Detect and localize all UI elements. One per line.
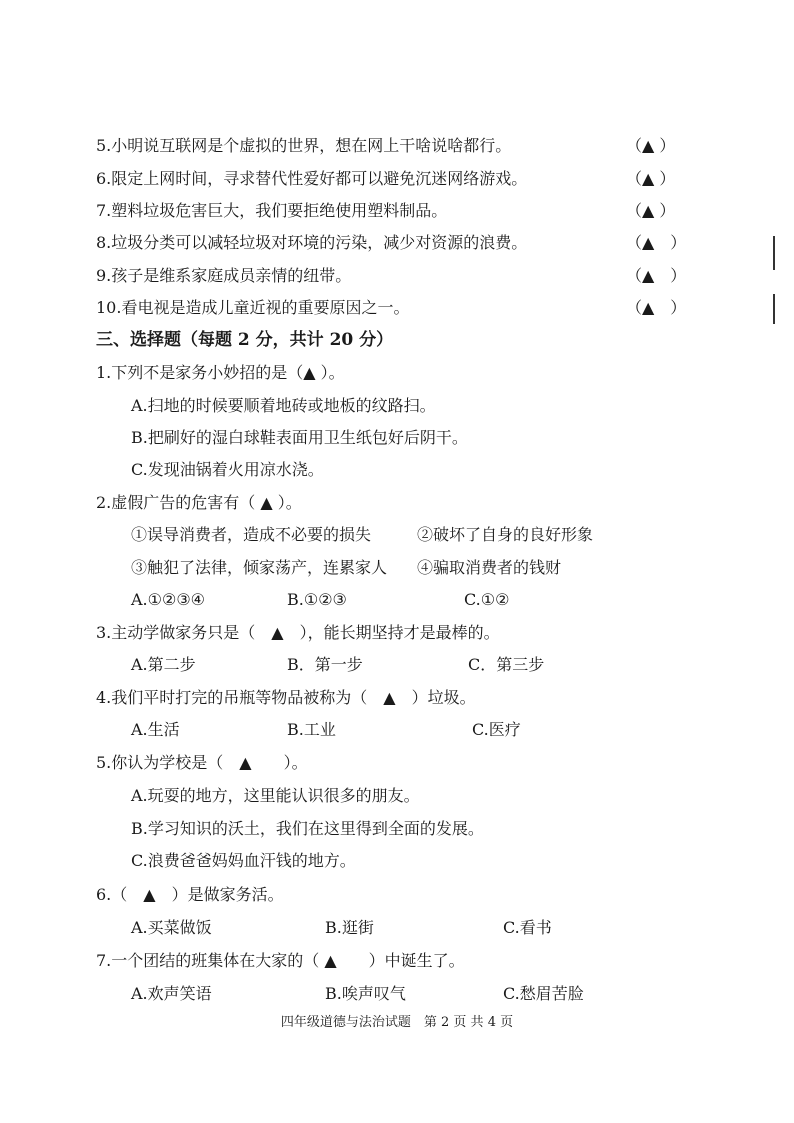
- tf-item-text: 5.小明说互联网是个虚拟的世界，想在网上干啥说啥都行。: [96, 136, 512, 155]
- page-footer: 四年级道德与法治试题 第 2 页 共 4 页: [280, 1015, 514, 1030]
- tf-item-text: 10.看电视是造成儿童近视的重要原因之一。: [96, 298, 410, 317]
- q3-option-b: B．第一步: [287, 655, 363, 674]
- q4-option-b: B.工业: [287, 720, 336, 739]
- q6-option-c: C.看书: [503, 918, 552, 937]
- q2-statement-3: ③触犯了法律，倾家荡产，连累家人: [131, 558, 388, 577]
- q2-statement-1: ①误导消费者，造成不必要的损失: [131, 525, 372, 544]
- q4-option-c: C.医疗: [472, 720, 521, 739]
- tf-item-text: 7.塑料垃圾危害巨大，我们要拒绝使用塑料制品。: [96, 201, 448, 220]
- q4-option-a: A.生活: [131, 720, 180, 739]
- q1-option-b: B.把刷好的湿白球鞋表面用卫生纸包好后阴干。: [131, 428, 468, 447]
- q5-option-b: B.学习知识的沃土，我们在这里得到全面的发展。: [131, 819, 484, 838]
- q1-option-a: A.扫地的时候要顺着地砖或地板的纹路扫。: [131, 396, 436, 415]
- question-1-stem: 1.下列不是家务小妙招的是（▲ ）。: [96, 363, 345, 382]
- tf-item-8: [96, 230, 686, 256]
- tf-item-9: [96, 263, 686, 289]
- q5-option-a: A.玩耍的地方，这里能认识很多的朋友。: [131, 786, 420, 805]
- q3-option-a: A.第二步: [131, 655, 196, 674]
- tf-item-text: 6.限定上网时间，寻求替代性爱好都可以避免沉迷网络游戏。: [96, 169, 528, 188]
- q2-option-a: A.①②③④: [131, 590, 206, 609]
- q7-option-c: C.愁眉苦脸: [503, 984, 584, 1003]
- q6-option-a: A.买菜做饭: [131, 918, 212, 937]
- q2-statement-4: ④骗取消费者的钱财: [417, 558, 562, 577]
- tf-item-10: [96, 295, 686, 321]
- question-6-stem: 6.（ ▲ ）是做家务活。: [96, 885, 284, 904]
- q1-option-c: C.发现油锅着火用凉水浇。: [131, 460, 324, 479]
- tf-item-6: [96, 166, 686, 192]
- answer-blank: （▲ ）: [626, 266, 687, 285]
- q3-option-c: C．第三步: [468, 655, 545, 674]
- q7-option-a: A.欢声笑语: [131, 984, 212, 1003]
- answer-blank: （▲ ）: [626, 201, 676, 220]
- tf-item-text: 9.孩子是维系家庭成员亲情的纽带。: [96, 266, 352, 285]
- scan-artifact-line: [773, 236, 775, 270]
- q7-option-b: B.唉声叹气: [325, 984, 406, 1003]
- section-title: 三、选择题（每题 2 分，共计 20 分）: [96, 330, 394, 350]
- answer-blank: （▲ ）: [626, 298, 687, 317]
- q2-option-c: C.①②: [464, 590, 510, 609]
- answer-blank: （▲ ）: [626, 233, 687, 252]
- tf-item-text: 8.垃圾分类可以减轻垃圾对环境的污染，减少对资源的浪费。: [96, 233, 528, 252]
- question-7-stem: 7.一个团结的班集体在大家的（ ▲ ）中诞生了。: [96, 951, 465, 970]
- answer-blank: （▲ ）: [626, 136, 676, 155]
- question-5-stem: 5.你认为学校是（ ▲ ）。: [96, 753, 308, 772]
- tf-item-7: [96, 198, 686, 224]
- q6-option-b: B.逛街: [325, 918, 374, 937]
- question-2-stem: 2.虚假广告的危害有（ ▲ ）。: [96, 493, 302, 512]
- tf-item-5: [96, 133, 686, 159]
- answer-blank: （▲ ）: [626, 169, 676, 188]
- q2-statement-2: ②破坏了自身的良好形象: [417, 525, 594, 544]
- q5-option-c: C.浪费爸爸妈妈血汗钱的地方。: [131, 851, 356, 870]
- question-4-stem: 4.我们平时打完的吊瓶等物品被称为（ ▲ ）垃圾。: [96, 688, 476, 707]
- scan-artifact-line: [773, 294, 775, 324]
- question-3-stem: 3.主动学做家务只是（ ▲ ），能长期坚持才是最棒的。: [96, 623, 500, 642]
- q2-option-b: B.①②③: [287, 590, 347, 609]
